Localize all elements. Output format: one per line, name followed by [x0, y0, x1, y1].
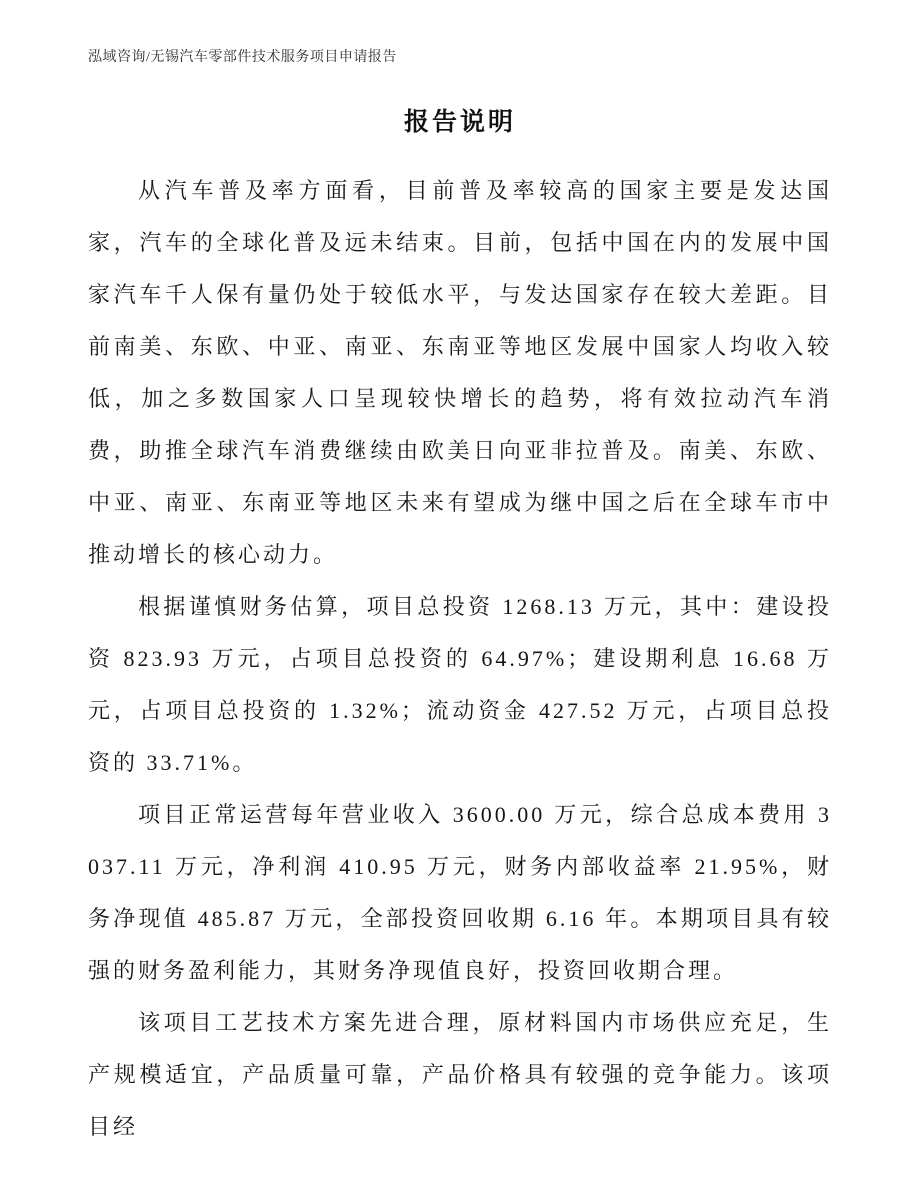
- paragraph-investment-estimate: 根据谨慎财务估算，项目总投资 1268.13 万元，其中：建设投资 823.93 万元，占项目总投资的 64.97%；建设期利息 16.68 万元，占项目总投资的 1.32%；流动资金 427.52 万元，占项目总投资的 33.71%。: [88, 594, 832, 775]
- running-header: 泓域咨询/无锡汽车零部件技术服务项目申请报告: [88, 50, 397, 65]
- paragraph-auto-market-overview: 从汽车普及率方面看，目前普及率较高的国家主要是发达国家，汽车的全球化普及远未结束。目前，包括中国在内的发展中国家汽车千人保有量仍处于较低水平，与发达国家存在较大差距。目前南美、东欧、中亚、南亚、东南亚等地区发展中国家人均收入较低，加之多数国家人口呈现较快增长的趋势，将有效拉动汽车消费，助推全球汽车消费继续由欧美日向亚非拉普及。南美、东欧、中亚、南亚、东南亚等地区未来有望成为继中国之后在全球车市中推动增长的核心动力。: [88, 178, 832, 567]
- paragraph-project-feasibility: 该项目工艺技术方案先进合理，原材料国内市场供应充足，生产规模适宜，产品质量可靠，产品价格具有较强的竞争能力。该项目经: [88, 1010, 832, 1139]
- document-body: [88, 165, 832, 1153]
- paragraph-operating-financials: 项目正常运营每年营业收入 3600.00 万元，综合总成本费用 3037.11 万元，净利润 410.95 万元，财务内部收益率 21.95%，财务净现值 485.87 万元，全部投资回收期 6.16 年。本期项目具有较强的财务盈利能力，其财务净现值良好，投资回收期合理。: [88, 802, 832, 983]
- page-title: 报告说明: [403, 109, 516, 136]
